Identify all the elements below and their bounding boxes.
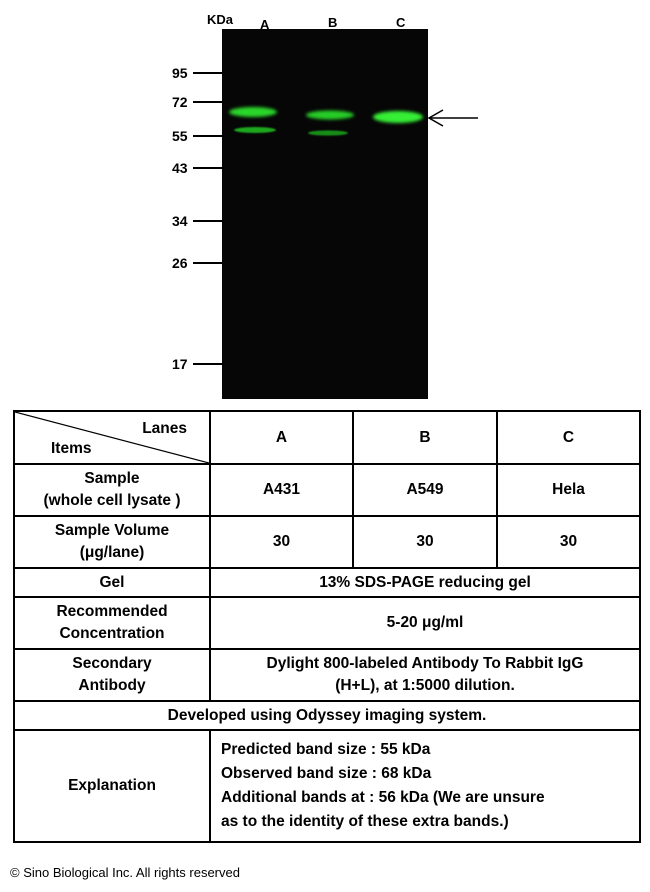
explanation-label: Explanation (14, 730, 210, 842)
volume-row (14, 516, 640, 568)
gel-membrane (222, 29, 428, 399)
col-header-b: B (353, 411, 497, 464)
marker-label-26: 26 (172, 255, 188, 271)
marker-label-55: 55 (172, 128, 188, 144)
copyright-notice: © Sino Biological Inc. All rights reserved (10, 865, 240, 880)
explanation-row (14, 730, 640, 842)
lane-label-b: B (328, 15, 338, 30)
band-lane-a-56kda (234, 127, 276, 133)
concentration-value: 5-20 μg/ml (210, 597, 640, 649)
col-header-a: A (210, 411, 353, 464)
band-lane-a-68kda (229, 107, 277, 117)
concentration-label: Recommended Concentration (14, 597, 210, 649)
col-header-c: C (497, 411, 640, 464)
western-blot-figure (0, 0, 650, 405)
volume-label: Sample Volume (μg/lane) (14, 516, 210, 568)
header-diagonal-cell (14, 411, 210, 464)
sample-value-b: A549 (353, 464, 497, 516)
items-header: Items (51, 440, 92, 457)
explanation-text (210, 730, 640, 842)
kda-unit-label: KDa (207, 12, 234, 27)
gel-row (14, 568, 640, 597)
secondary-antibody-row (14, 649, 640, 701)
marker-label-72: 72 (172, 94, 188, 110)
marker-label-34: 34 (172, 213, 188, 229)
explanation-line: Observed band size : 68 kDa (221, 765, 432, 782)
lane-label-c: C (396, 15, 406, 30)
band-lane-b-68kda (306, 111, 354, 120)
band-lane-c-68kda (373, 111, 423, 123)
sample-label: Sample (whole cell lysate ) (14, 464, 210, 516)
table-header-row (14, 411, 640, 464)
band-lane-b-56kda (308, 130, 348, 135)
gel-label: Gel (14, 568, 210, 597)
sample-row (14, 464, 640, 516)
lanes-header: Lanes (142, 420, 187, 437)
developed-row (14, 701, 640, 730)
secondary-antibody-value: Dylight 800-labeled Antibody To Rabbit IgG (H+L), at 1:5000 dilution. (210, 649, 640, 701)
explanation-line: Additional bands at : 56 kDa (We are unsure (221, 789, 545, 806)
secondary-antibody-label: Secondary Antibody (14, 649, 210, 701)
lane-label-a: A (260, 17, 270, 32)
developed-note: Developed using Odyssey imaging system. (14, 701, 640, 730)
volume-value-a: 30 (210, 516, 353, 568)
marker-label-95: 95 (172, 65, 188, 81)
volume-value-b: 30 (353, 516, 497, 568)
western-blot-image (0, 0, 650, 405)
marker-label-43: 43 (172, 160, 188, 176)
sample-value-c: Hela (497, 464, 640, 516)
concentration-row (14, 597, 640, 649)
sample-value-a: A431 (210, 464, 353, 516)
gel-value: 13% SDS-PAGE reducing gel (210, 568, 640, 597)
volume-value-c: 30 (497, 516, 640, 568)
explanation-line: Predicted band size : 55 kDa (221, 741, 431, 758)
experiment-conditions-table (13, 410, 641, 843)
explanation-line: as to the identity of these extra bands.) (221, 813, 509, 830)
marker-label-17: 17 (172, 356, 188, 372)
